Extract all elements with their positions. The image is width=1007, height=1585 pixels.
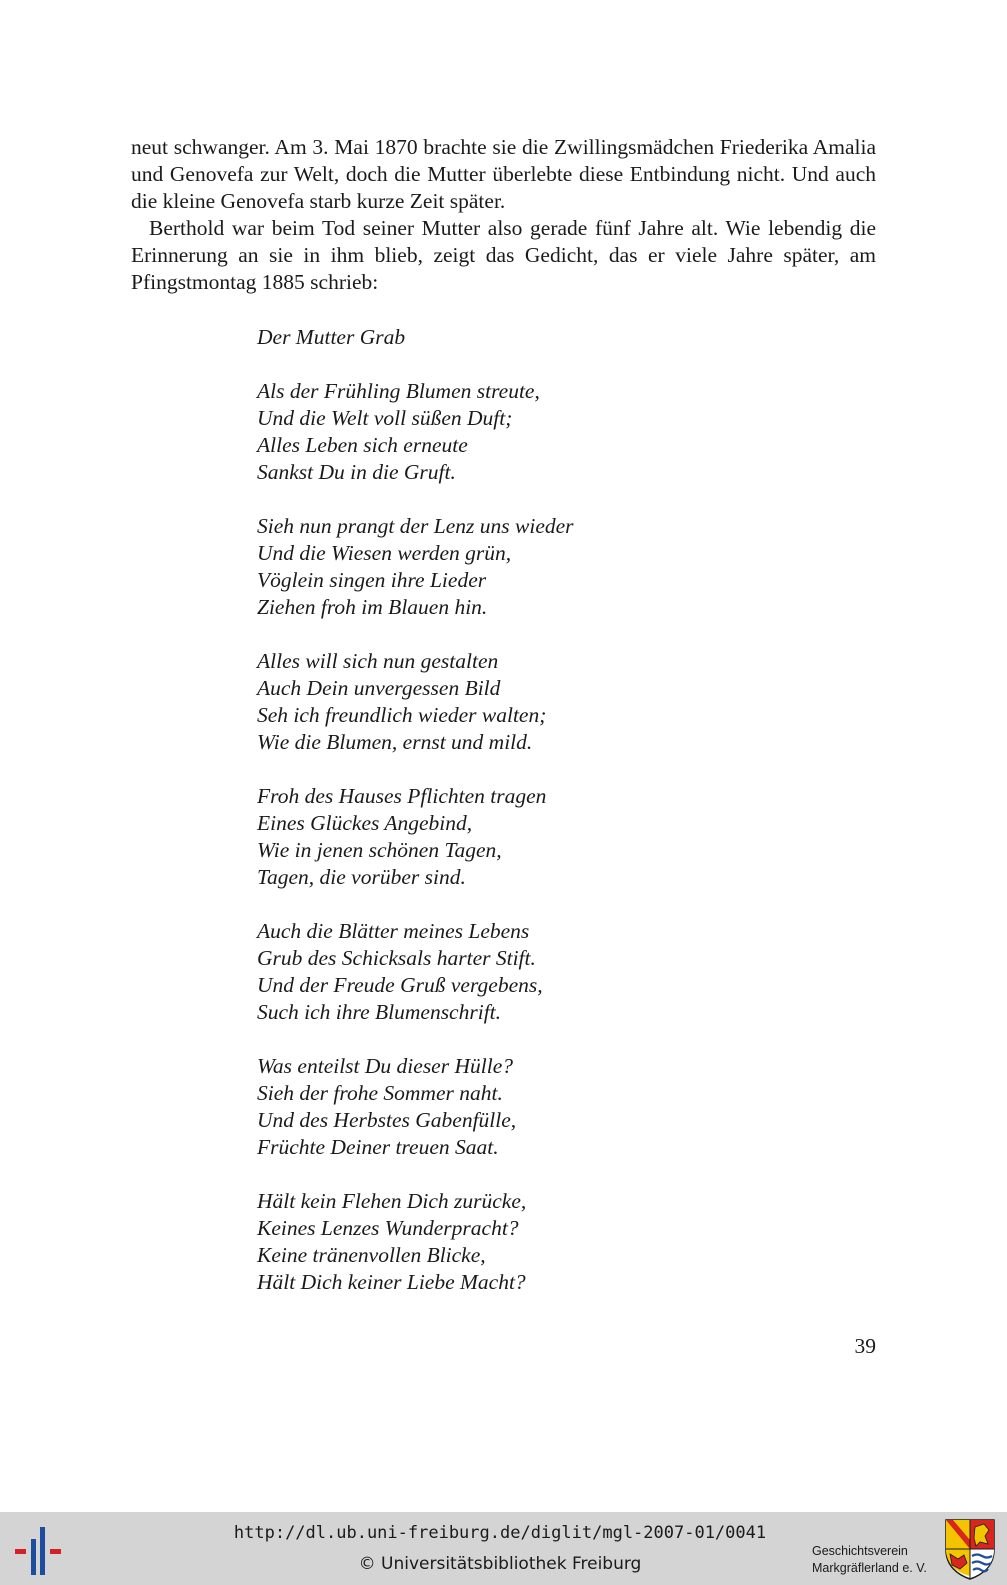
paragraph: Berthold war beim Tod seiner Mutter also gerade fünf Jahre alt. Wie lebendig die Erinnerung an sie in ihm blieb, zeigt das Gedicht, das er viele Jahre später, am Pfingstmontag 1885 schrieb: <box>131 216 876 294</box>
poem <box>257 324 857 1323</box>
paragraph: neut schwanger. Am 3. Mai 1870 brachte sie die Zwillingsmädchen Friederika Amalia und Genovefa zur Welt, doch die Mutter überlebte diese Entbindung nicht. Und auch die kleine Genovefa starb kurze Zeit später. <box>131 135 876 213</box>
poem-line: Alles Leben sich erneute <box>257 433 468 457</box>
poem-line: Seh ich freundlich wieder walten; <box>257 703 547 727</box>
society-name <box>812 1543 942 1577</box>
poem-line: Auch die Blätter meines Lebens <box>257 919 530 943</box>
poem-line: Früchte Deiner treuen Saat. <box>257 1135 499 1159</box>
page-number: 39 <box>854 1334 876 1358</box>
coat-of-arms-icon <box>944 1518 996 1580</box>
poem-line: Froh des Hauses Pflichten tragen <box>257 784 547 808</box>
society-line: Geschichtsverein <box>812 1544 908 1558</box>
poem-line: Keine tränenvollen Blicke, <box>257 1243 486 1267</box>
poem-line: Tagen, die vorüber sind. <box>257 865 466 889</box>
poem-line: Vöglein singen ihre Lieder <box>257 568 487 592</box>
poem-stanza <box>257 648 857 756</box>
poem-line: Keines Lenzes Wunderpracht? <box>257 1216 519 1240</box>
poem-line: Und die Welt voll süßen Duft; <box>257 406 513 430</box>
poem-line: Und die Wiesen werden grün, <box>257 541 512 565</box>
poem-line: Grub des Schicksals harter Stift. <box>257 946 536 970</box>
poem-line: Hält kein Flehen Dich zurücke, <box>257 1189 527 1213</box>
copyright-notice: © Universitätsbibliothek Freiburg <box>358 1554 642 1574</box>
prose-block <box>131 134 876 296</box>
society-line: Markgräflerland e. V. <box>812 1561 927 1575</box>
poem-line: Alles will sich nun gestalten <box>257 649 499 673</box>
ub-freiburg-logo-icon <box>14 1524 66 1576</box>
poem-line: Hält Dich keiner Liebe Macht? <box>257 1270 526 1294</box>
poem-stanza <box>257 1188 857 1296</box>
poem-line: Ziehen froh im Blauen hin. <box>257 595 488 619</box>
poem-stanza <box>257 513 857 621</box>
poem-line: Wie in jenen schönen Tagen, <box>257 838 502 862</box>
poem-line: Sieh der frohe Sommer naht. <box>257 1081 503 1105</box>
poem-line: Und des Herbstes Gabenfülle, <box>257 1108 517 1132</box>
poem-line: Was enteilst Du dieser Hülle? <box>257 1054 513 1078</box>
poem-line: Sieh nun prangt der Lenz uns wieder <box>257 514 574 538</box>
poem-line: Auch Dein unvergessen Bild <box>257 676 501 700</box>
poem-line: Als der Frühling Blumen streute, <box>257 379 540 403</box>
poem-line: Und der Freude Gruß vergebens, <box>257 973 543 997</box>
poem-title: Der Mutter Grab <box>257 325 406 349</box>
poem-line: Sankst Du in die Gruft. <box>257 460 456 484</box>
poem-line: Such ich ihre Blumenschrift. <box>257 1000 502 1024</box>
poem-stanza <box>257 1053 857 1161</box>
permalink-url[interactable]: http://dl.ub.uni-freiburg.de/diglit/mgl-2007-01/0041 <box>233 1523 767 1543</box>
poem-line: Eines Glückes Angebind, <box>257 811 473 835</box>
poem-line: Wie die Blumen, ernst und mild. <box>257 730 533 754</box>
poem-stanza <box>257 783 857 891</box>
digital-library-footer <box>0 1512 1007 1585</box>
poem-stanza <box>257 378 857 486</box>
poem-stanza <box>257 918 857 1026</box>
